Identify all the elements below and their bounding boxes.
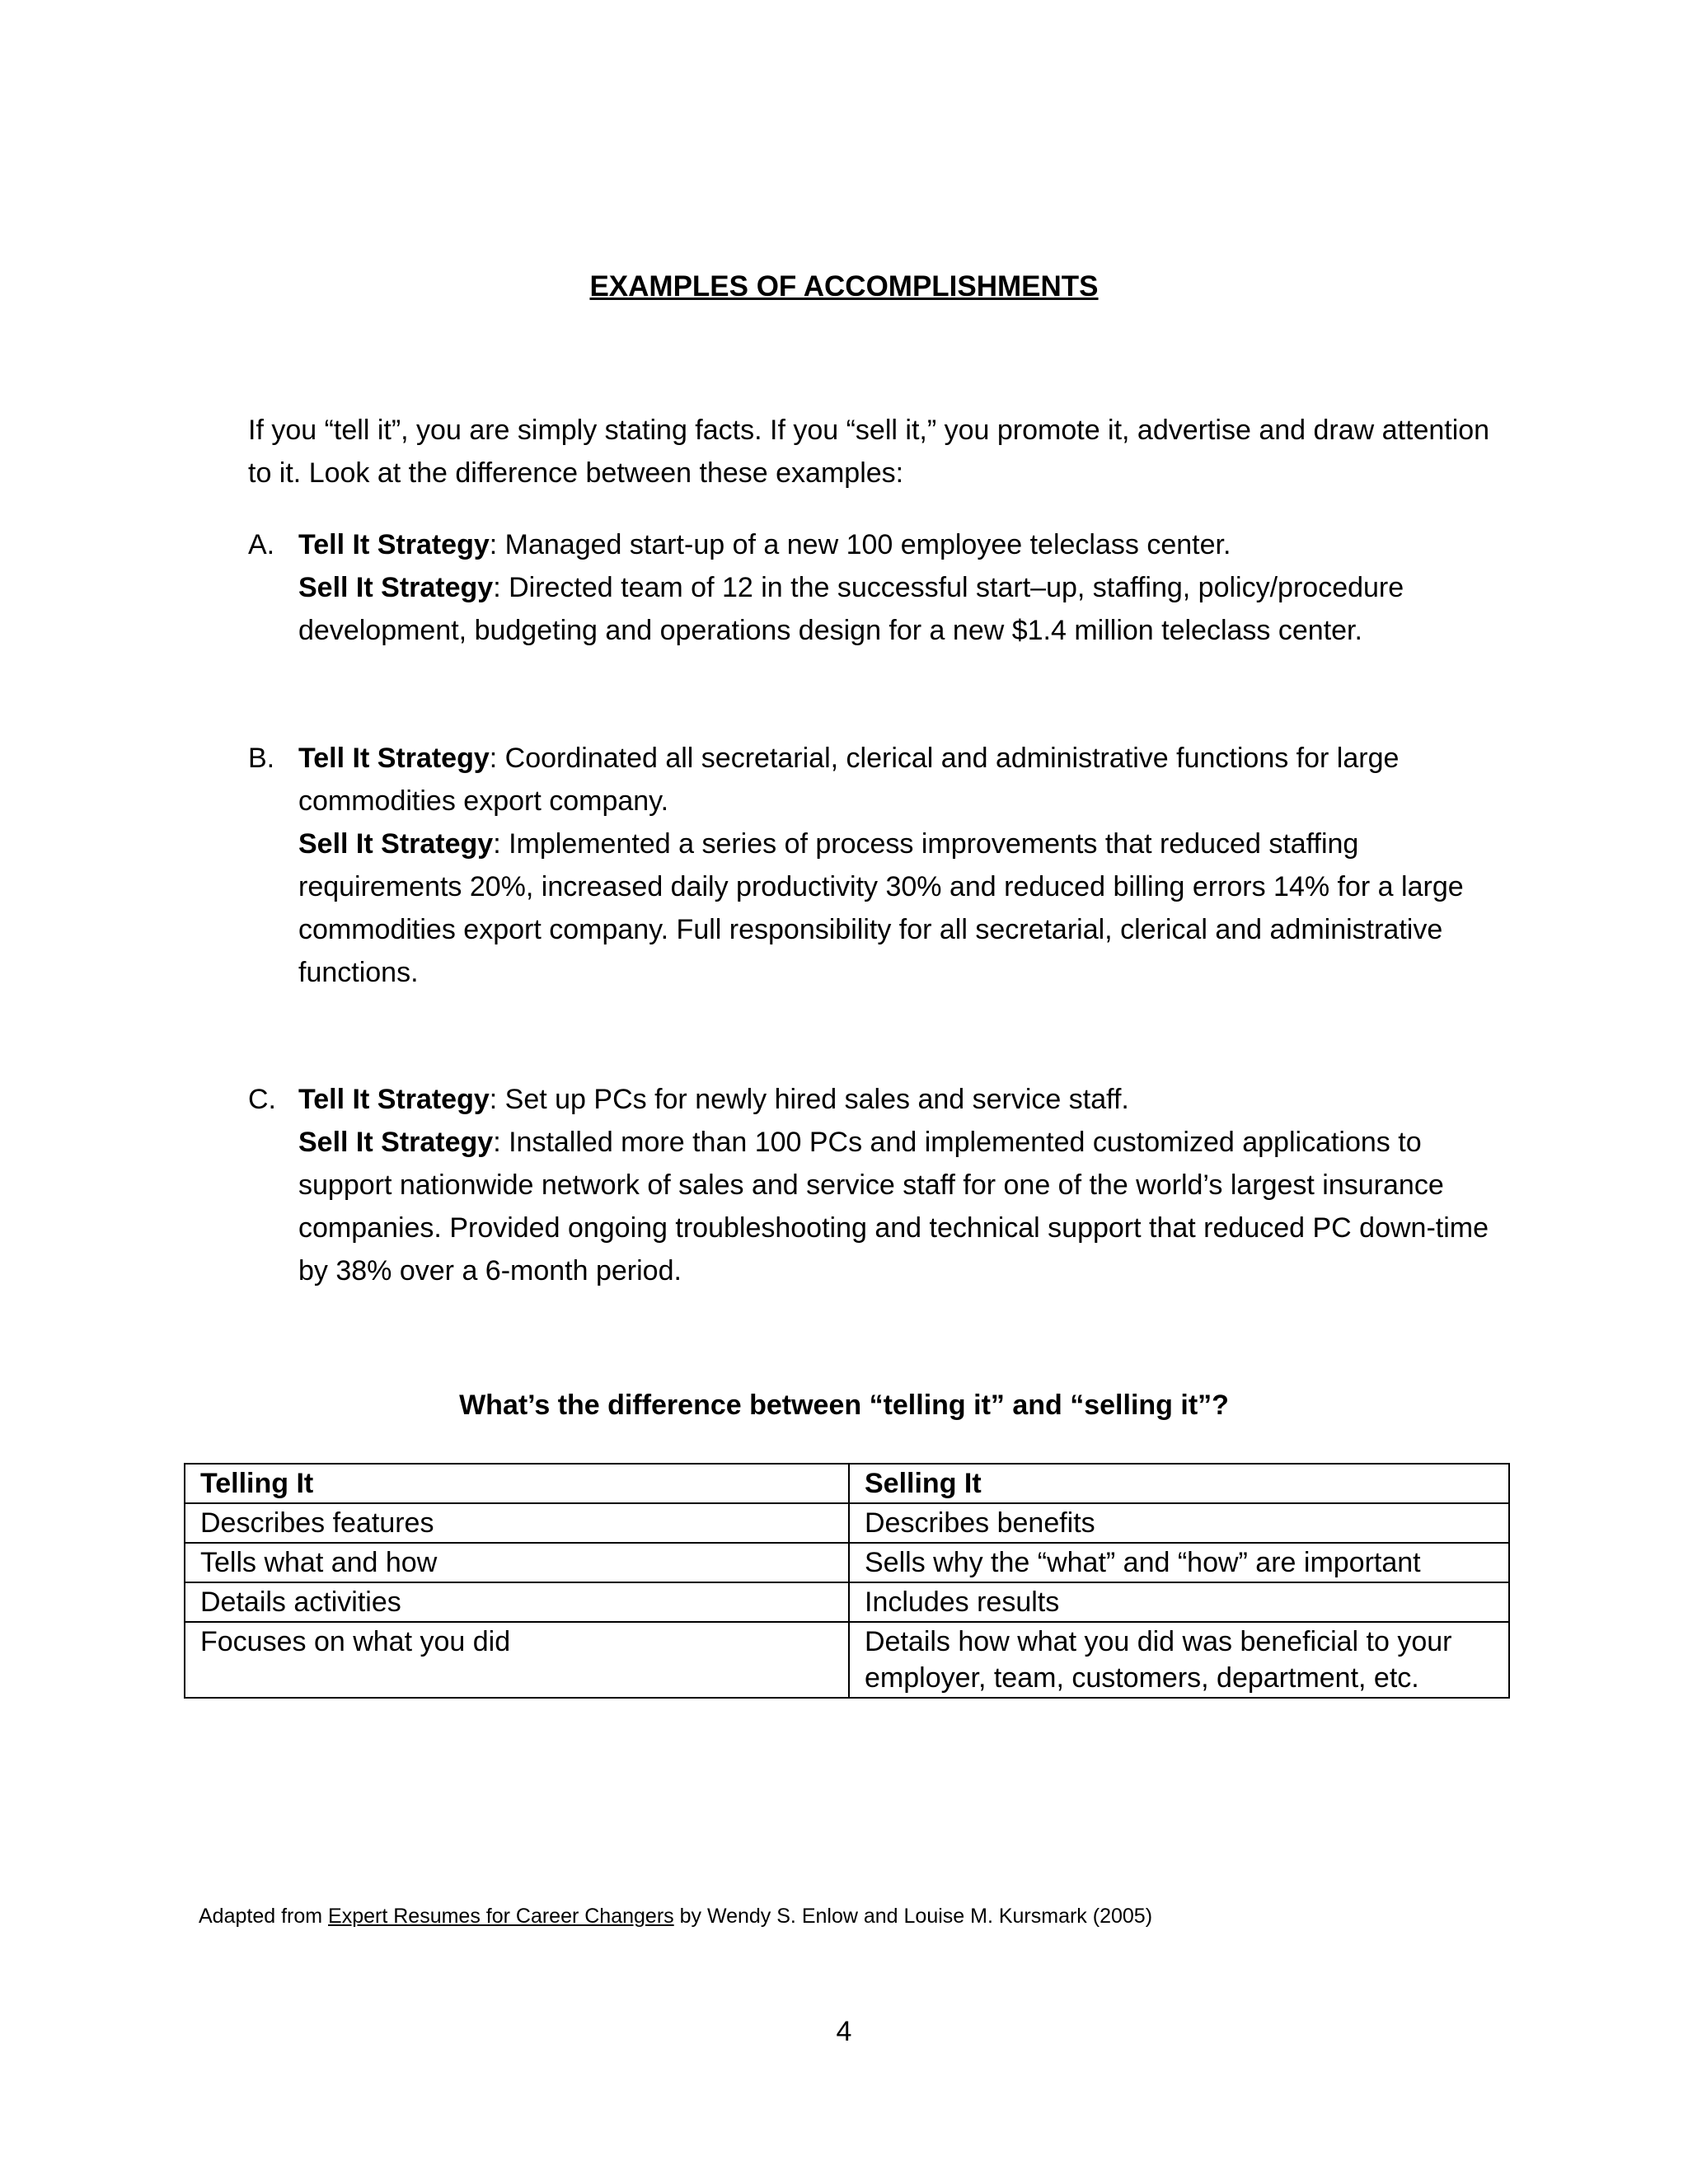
table-row: [185, 1543, 1509, 1582]
citation-suffix: by Wendy S. Enlow and Louise M. Kursmark (2005): [673, 1905, 1153, 1928]
table-row: [185, 1622, 1509, 1698]
tell-it-label: Tell It Strategy: [298, 743, 490, 774]
example-letter: A.: [248, 529, 275, 560]
table-cell: Describes features: [185, 1503, 849, 1543]
sell-it-text: : Directed team of 12 in the successful start–up, staffing, policy/procedure development, budgeting and operations design for a new $1.4 million teleclass center.: [298, 572, 1404, 646]
table-cell: Tells what and how: [185, 1543, 849, 1582]
table-cell: Details how what you did was beneficial to your employer, team, customers, department, etc.: [849, 1622, 1509, 1698]
sell-it-line: [298, 823, 1501, 994]
page-title: EXAMPLES OF ACCOMPLISHMENTS: [589, 270, 1099, 302]
sell-it-text: : Implemented a series of process improvements that reduced staffing requirements 20%, increased daily productivity 30% and reduced billing errors 14% for a large commodities export company. Full responsibility for all secretarial, clerical and administrative functions.: [298, 828, 1464, 988]
sell-it-line: [298, 566, 1501, 652]
tell-it-line: [298, 737, 1501, 823]
sell-it-label: Sell It Strategy: [298, 1127, 494, 1158]
sell-it-line: [298, 1121, 1501, 1292]
column-header-selling: Selling It: [849, 1464, 1509, 1503]
table-row: [185, 1582, 1509, 1622]
example-letter: C.: [248, 1084, 276, 1115]
table-cell: Details activities: [185, 1582, 849, 1622]
tell-it-label: Tell It Strategy: [298, 529, 490, 560]
table-heading: What’s the difference between “telling it” and “selling it”?: [459, 1390, 1229, 1421]
tell-it-label: Tell It Strategy: [298, 1084, 490, 1115]
table-cell: Focuses on what you did: [185, 1622, 849, 1698]
intro-paragraph: If you “tell it”, you are simply stating facts. If you “sell it,” you promote it, advertise and draw attention to it. Look at the difference between these examples:: [248, 415, 1490, 489]
tell-it-text: : Managed start-up of a new 100 employee teleclass center.: [489, 529, 1231, 560]
source-citation: [199, 1905, 1152, 1929]
tell-it-text: : Coordinated all secretarial, clerical and administrative functions for large commodities export company.: [298, 743, 1400, 817]
tell-it-line: [298, 523, 1501, 566]
comparison-table: [184, 1463, 1510, 1699]
tell-it-line: [298, 1078, 1501, 1121]
page-number: 4: [836, 2016, 852, 2047]
table-cell: Describes benefits: [849, 1503, 1509, 1543]
example-letter: B.: [248, 743, 275, 774]
example-a: [248, 523, 1501, 652]
example-b: [248, 737, 1501, 994]
column-header-telling: Telling It: [185, 1464, 849, 1503]
sell-it-label: Sell It Strategy: [298, 572, 494, 603]
table-row: [185, 1503, 1509, 1543]
citation-prefix: Adapted from: [199, 1905, 329, 1928]
table-cell: Sells why the “what” and “how” are important: [849, 1543, 1509, 1582]
tell-it-text: : Set up PCs for newly hired sales and service staff.: [489, 1084, 1129, 1115]
sell-it-text: : Installed more than 100 PCs and implemented customized applications to support nationwide network of sales and service staff for one of the world’s largest insurance companies. Provided ongoing troubleshooting and technical support that reduced PC down-time by 38% over a 6-month period.: [298, 1127, 1489, 1286]
table-header-row: [185, 1464, 1509, 1503]
example-c: [248, 1078, 1501, 1292]
sell-it-label: Sell It Strategy: [298, 828, 494, 860]
table-cell: Includes results: [849, 1582, 1509, 1622]
book-title: Expert Resumes for Career Changers: [328, 1905, 674, 1928]
